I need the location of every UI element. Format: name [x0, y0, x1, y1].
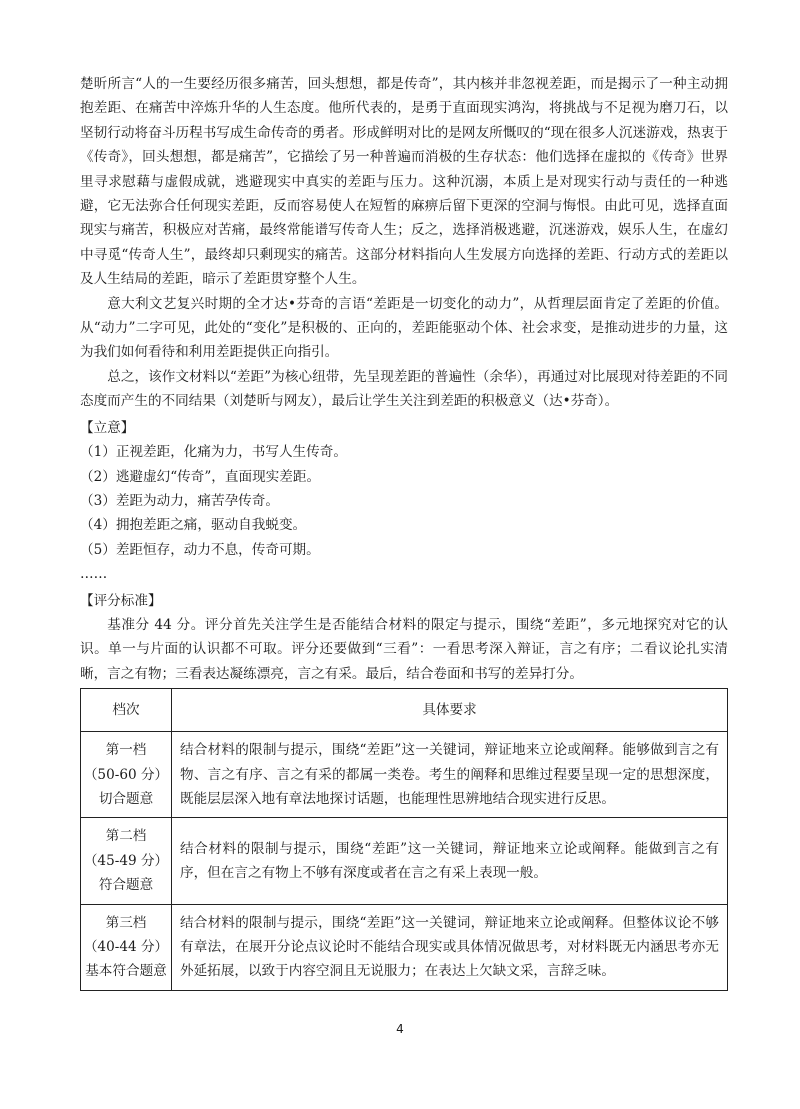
grade-cell-2: [81, 818, 172, 904]
header-requirement: 具体要求: [172, 689, 728, 732]
scoring-heading: 【评分标准】: [80, 592, 162, 609]
grade-name: 第一档: [105, 742, 147, 759]
liyi-item-4: （4）拥抱差距之痛，驱动自我蜕变。: [80, 517, 307, 534]
grade-fit: 符合题意: [98, 877, 154, 894]
liyi-item-5: （5）差距恒存，动力不息，传奇可期。: [80, 541, 320, 558]
liyi-heading: 【立意】: [80, 419, 135, 436]
header-grade: 档次: [81, 689, 172, 732]
grade-name: 第三档: [105, 914, 147, 931]
liyi-item-2: （2）逃避虚幻“传奇”，直面现实差距。: [80, 468, 321, 485]
liyi-item-3: （3）差距为动力，痛苦孕传奇。: [80, 492, 279, 509]
grade-score-range: （45-49 分）: [83, 852, 169, 869]
grade-cell-3: [81, 904, 172, 990]
table-row: [81, 904, 728, 990]
requirement-cell-1: 结合材料的限制与提示，围绕“差距”这一关键词，辩证地来立论或阐释。能够做到言之有物、言之有序、言之有采的都属一类卷。考生的阐释和思维过程要呈现一定的思想深度，既能层层深入地有章法地探讨话题，也能理性思辨地结合现实进行反思。: [172, 732, 728, 818]
grade-score-range: （50-60 分）: [83, 766, 169, 783]
table-row: [81, 732, 728, 818]
grade-name: 第二档: [105, 828, 147, 845]
grade-cell-1: [81, 732, 172, 818]
liyi-item-1: （1）正视差距，化痛为力，书写人生传奇。: [80, 444, 347, 461]
table-row: [81, 818, 728, 904]
grade-fit: 基本符合题意: [85, 963, 167, 980]
requirement-cell-2: 结合材料的限制与提示，围绕“差距”这一关键词，辩证地来立论或阐释。能做到言之有序，但在言之有物上不够有深度或者在言之有采上表现一般。: [172, 818, 728, 904]
requirement-cell-3: 结合材料的限制与提示，围绕“差距”这一关键词，辩证地来立论或阐释。但整体议论不够有章法，在展开分论点议论时不能结合现实或具体情况做思考，对材料既无内涵思考亦无外延拓展，以致于内容空洞且无说服力；在表达上欠缺文采，言辞乏味。: [172, 904, 728, 990]
ellipsis: ……: [80, 566, 108, 583]
grade-fit: 切合题意: [98, 790, 154, 807]
table-header-row: [81, 689, 728, 732]
scoring-table: [80, 688, 728, 991]
document-page: [80, 72, 728, 991]
scoring-intro: 基准分 44 分。评分首先关注学生是否能结合材料的限定与提示，围绕“差距”，多元地探究对它的认识。单一与片面的认识都不可取。评分还要做到“三看”：一看思考深入辩证，言之有序；二看议论扎实清晰，言之有物；三看表达凝练漂亮，言之有采。最后，结合卷面和书写的差异打分。: [80, 616, 728, 682]
page-number: 4: [396, 1022, 404, 1036]
summary-paragraph: 总之，该作文材料以“差距”为核心纽带，先呈现差距的普遍性（余华），再通过对比展现对待差距的不同态度而产生的不同结果（刘楚昕与网友），最后让学生关注到差距的积极意义（达•芬奇）。: [80, 368, 728, 410]
analysis-paragraph-1: 楚昕所言“人的一生要经历很多痛苦，回头想想，都是传奇”，其内核并非忽视差距，而是揭示了一种主动拥抱差距、在痛苦中淬炼升华的人生态度。他所代表的，是勇于直面现实鸿沟，将挑战与不足视为磨刀石，以坚韧行动将奋斗历程书写成生命传奇的勇者。形成鲜明对比的是网友所慨叹的“现在很多人沉迷游戏，热衷于《传奇》，回头想想，都是痛苦”，它描绘了另一种普遍而消极的生存状态：他们选择在虚拟的《传奇》世界里寻求慰藉与虚假成就，逃避现实中真实的差距与压力。这种沉溺，本质上是对现实行动与责任的一种逃避，它无法弥合任何现实差距，反而容易使人在短暂的麻痹后留下更深的空洞与悔恨。由此可见，选择直面现实与痛苦，积极应对苦痛，最终常能谱写传奇人生；反之，选择消极逃避，沉迷游戏，娱乐人生，在虚幻中寻觅“传奇人生”，最终却只剩现实的痛苦。这部分材料指向人生发展方向选择的差距、行动方式的差距以及人生结局的差距，暗示了差距贯穿整个人生。: [80, 76, 728, 288]
analysis-paragraph-2: 意大利文艺复兴时期的全才达•芬奇的言语“差距是一切变化的动力”，从哲理层面肯定了差距的价值。从“动力”二字可见，此处的“变化”是积极的、正向的，差距能驱动个体、社会求变，是推动进步的力量，这为我们如何看待和利用差距提供正向指引。: [80, 295, 728, 361]
grade-score-range: （40-44 分）: [83, 939, 169, 955]
